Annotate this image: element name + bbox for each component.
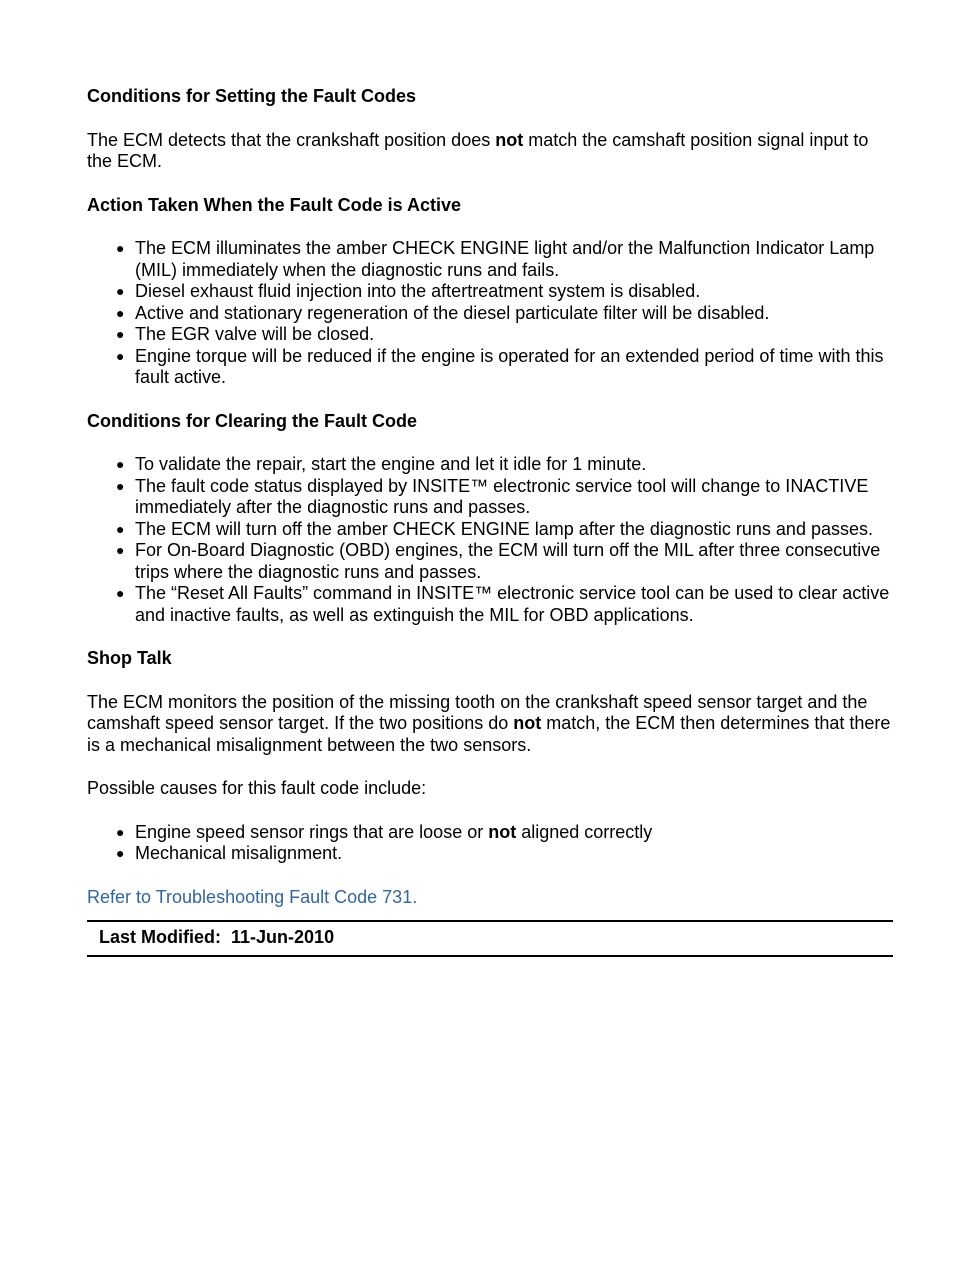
bullet-icon: ●: [116, 304, 125, 321]
list-item-text: The ECM will turn off the amber CHECK ENGINE lamp after the diagnostic runs and passes.: [135, 518, 873, 539]
setting-paragraph: [87, 130, 893, 173]
last-modified-bar: [87, 920, 893, 957]
list-item-text: Active and stationary regeneration of the diesel particulate filter will be disabled.: [135, 302, 770, 323]
list-item-text: The fault code status displayed by INSITE™ electronic service tool will change to INACTIVE immediately after the diagnostic runs and passes.: [135, 475, 869, 517]
cause-text-end: aligned correctly: [516, 821, 653, 842]
list-item: [116, 821, 893, 844]
shop-talk-paragraph: [87, 692, 893, 757]
cause-text-start: Engine speed sensor rings that are loose or: [135, 821, 489, 842]
cause-text-bold: not: [488, 821, 517, 842]
list-item-text: Engine torque will be reduced if the engine is operated for an extended period of time with this fault active.: [135, 345, 884, 387]
setting-text-end: match the camshaft position signal input to the ECM.: [87, 129, 869, 171]
list-item-text: The “Reset All Faults” command in INSITE™ electronic service tool can be used to clear active and inactive faults, as well as extinguish the MIL for OBD applications.: [135, 583, 890, 625]
document-page: [87, 86, 893, 957]
causes-list: [87, 822, 893, 865]
list-item-text: Diesel exhaust fluid injection into the aftertreatment system is disabled.: [135, 281, 701, 301]
setting-text-start: The ECM detects that the crankshaft position does: [87, 129, 496, 150]
shop-talk-text-bold: not: [513, 713, 542, 733]
list-item: [116, 540, 893, 583]
list-item: [116, 583, 893, 626]
causes-intro: Possible causes for this fault code include:: [87, 778, 427, 798]
list-item-text: Mechanical misalignment.: [135, 843, 343, 863]
list-item: [116, 518, 893, 541]
last-modified-date: 11-Jun-2010: [231, 927, 335, 947]
setting-heading: Conditions for Setting the Fault Codes: [87, 86, 416, 106]
bullet-icon: ●: [116, 845, 125, 861]
list-item: [116, 238, 893, 281]
list-item-text: The ECM illuminates the amber CHECK ENGINE light and/or the Malfunction Indicator Lamp (MIL) immediately when the diagnostic runs and fails.: [135, 238, 875, 280]
bullet-icon: ●: [116, 520, 125, 537]
shop-talk-text-start: The ECM monitors the position of the missing tooth on the crankshaft speed sensor target and the camshaft speed sensor target. If the two positions do: [87, 691, 868, 733]
list-item: [116, 324, 893, 346]
list-item-text: For On-Board Diagnostic (OBD) engines, the ECM will turn off the MIL after three consecutive trips where the diagnostic runs and passes.: [135, 540, 881, 582]
bullet-icon: ●: [116, 283, 125, 299]
bullet-icon: ●: [116, 240, 125, 256]
list-item: [116, 302, 893, 325]
action-heading: Action Taken When the Fault Code is Active: [87, 194, 462, 215]
list-item: [116, 345, 893, 389]
setting-text-bold: not: [495, 129, 524, 150]
action-list: [87, 238, 893, 389]
bullet-icon: ●: [116, 347, 125, 364]
clearing-list: [87, 454, 893, 626]
list-item: [116, 454, 893, 476]
list-item: [116, 281, 893, 303]
list-item-text: To validate the repair, start the engine and let it idle for 1 minute.: [135, 454, 647, 474]
bullet-icon: ●: [116, 477, 125, 494]
shop-talk-text-end: match, the ECM then determines that there is a mechanical misalignment between the two sensors.: [87, 713, 891, 755]
bullet-icon: ●: [116, 823, 125, 840]
bullet-icon: ●: [116, 326, 125, 342]
list-item: [116, 843, 893, 865]
bullet-icon: ●: [116, 585, 125, 601]
list-item-text: The EGR valve will be closed.: [135, 324, 375, 344]
bullet-icon: ●: [116, 542, 125, 558]
bullet-icon: ●: [116, 456, 125, 472]
list-item: [116, 475, 893, 519]
shop-talk-heading: Shop Talk: [87, 648, 172, 668]
troubleshooting-link[interactable]: Refer to Troubleshooting Fault Code 731.: [87, 886, 418, 907]
clearing-heading: Conditions for Clearing the Fault Code: [87, 410, 417, 431]
last-modified-label: Last Modified:: [99, 927, 221, 947]
